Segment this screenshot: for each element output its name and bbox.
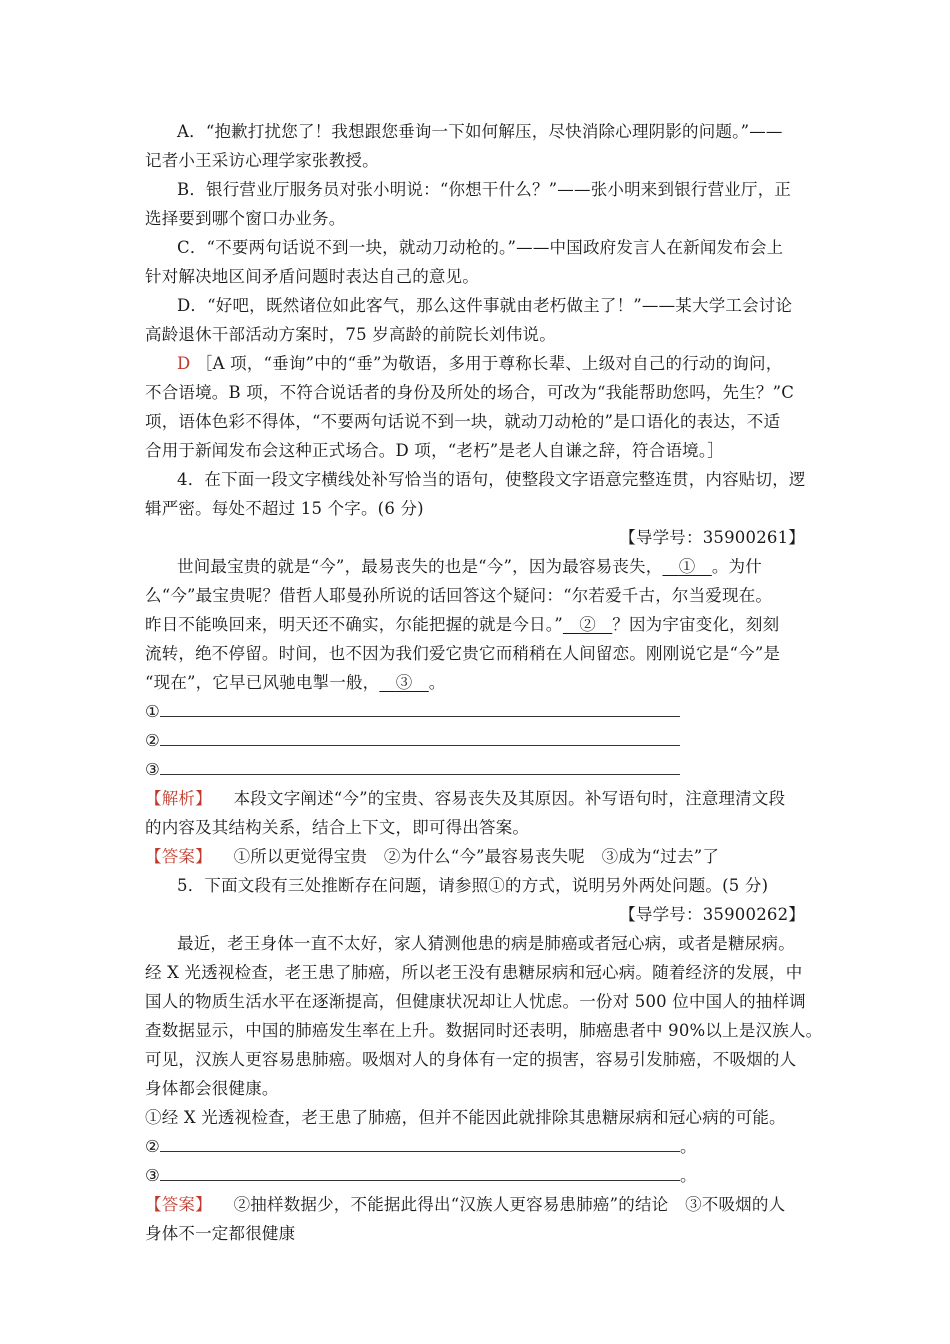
option-a-line2: 记者小王采访心理学家张教授。 <box>145 151 379 170</box>
q4-answer-line-1 <box>145 702 680 722</box>
q3-explanation-text: ［A 项，“垂询”中的“垂”为敬语，多用于尊称长辈、上级对自己的行动的询问， <box>195 354 783 373</box>
q4-answer-line-2 <box>145 731 680 751</box>
q3-explanation-line4: 合用于新闻发布会这种正式场合。D 项，“老朽”是老人自谦之辞，符合语境。］ <box>145 441 724 460</box>
q3-answer-letter: D <box>177 354 191 373</box>
q4-passage-text: 。为什 <box>711 557 762 576</box>
analysis-tag: 【解析】 <box>145 789 212 808</box>
q5-example-line: ①经 X 光透视检查，老王患了肺癌，但并不能因此就排除其患糖尿病和冠心病的可能。 <box>145 1108 786 1127</box>
q4-analysis-line2: 的内容及其结构关系，结合上下文，即可得出答案。 <box>145 818 530 837</box>
answer-blank[interactable] <box>160 1137 680 1152</box>
answer-text: ①所以更觉得宝贵 ②为什么“今”最容易丧失呢 ③成为“过去”了 <box>233 847 720 866</box>
q4-answer-line <box>145 847 719 867</box>
q3-explanation-line1 <box>177 354 782 374</box>
q4-passage-line1 <box>177 557 762 577</box>
answer-blank[interactable] <box>160 731 680 746</box>
q4-passage-text: “现在”，它早已风驰电掣一般， <box>145 673 380 692</box>
q4-passage-text: ？因为宇宙变化，刻刻 <box>612 615 780 634</box>
q5-answer-line-2 <box>145 1137 697 1157</box>
blank-number: ① <box>145 702 160 721</box>
option-c-line2: 针对解决地区间矛盾问题时表达自己的意见。 <box>145 267 479 286</box>
q5-passage-line5: 可见，汉族人更容易患肺癌。吸烟对人的身体有一定的损害，容易引发肺癌，不吸烟的人 <box>145 1050 797 1069</box>
q3-explanation-line2: 不合语境。B 项，不符合说话者的身份及所处的场合，可改为“我能帮助您吗，先生？”C <box>145 383 795 402</box>
q5-passage-line6: 身体都会很健康。 <box>145 1079 279 1098</box>
option-d-line2: 高龄退休干部活动方案时，75 岁高龄的前院长刘伟说。 <box>145 325 556 344</box>
q4-passage-line5 <box>145 673 445 693</box>
q4-title-line1: 4．在下面一段文字横线处补写恰当的语句，使整段文字语意完整连贯，内容贴切，逻 <box>177 470 806 489</box>
blank-number: ③ <box>145 1166 160 1185</box>
q5-answer-line1 <box>145 1195 785 1215</box>
q4-guide-number: 【导学号：35900261】 <box>619 528 805 547</box>
option-c-line1: C．“不要两句话说不到一块，就动刀动枪的。”——中国政府发言人在新闻发布会上 <box>177 238 784 257</box>
q5-title: 5．下面文段有三处推断存在问题，请参照①的方式，说明另外两处问题。(5 分) <box>177 876 769 895</box>
answer-blank[interactable] <box>160 702 680 717</box>
analysis-text: 本段文字阐述“今”的宝贵、容易丧失及其原因。补写语句时，注意理清文段 <box>233 789 786 808</box>
q4-passage-line3 <box>145 615 779 635</box>
q5-passage-line3: 国人的物质生活水平在逐渐提高，但健康状况却让人忧虑。一份对 500 位中国人的抽样调 <box>145 992 806 1011</box>
q4-blank-marker-1: ① <box>678 557 696 576</box>
period: 。 <box>680 1137 697 1156</box>
q5-answer-line2: 身体不一定都很健康 <box>145 1224 296 1243</box>
q4-blank-marker-3: ③ <box>395 673 413 692</box>
answer-tag: 【答案】 <box>145 847 212 866</box>
blank-number: ② <box>145 1137 160 1156</box>
blank-number: ③ <box>145 760 160 779</box>
blank-number: ② <box>145 731 160 750</box>
q4-answer-line-3 <box>145 760 680 780</box>
q3-explanation-line3: 项，语体色彩不得体，“不要两句话说不到一块，就动刀动枪的”是口语化的表达，不适 <box>145 412 781 431</box>
answer-tag: 【答案】 <box>145 1195 212 1214</box>
q4-blank-marker-2: ② <box>579 615 596 634</box>
option-a-line1: A．“抱歉打扰您了！我想跟您垂询一下如何解压，尽快消除心理阴影的问题。”—— <box>177 122 783 141</box>
option-d-line1: D．“好吧，既然诸位如此客气，那么这件事就由老朽做主了！”——某大学工会讨论 <box>177 296 793 315</box>
option-b-line1: B．银行营业厅服务员对张小明说：“你想干什么？”——张小明来到银行营业厅，正 <box>177 180 792 199</box>
option-b-line2: 选择要到哪个窗口办业务。 <box>145 209 346 228</box>
q4-analysis-line1 <box>145 789 785 809</box>
answer-text: ②抽样数据少，不能据此得出“汉族人更容易患肺癌”的结论 ③不吸烟的人 <box>233 1195 786 1214</box>
q5-answer-line-3 <box>145 1166 697 1186</box>
q4-passage-line2: 么“今”最宝贵呢？借哲人耶曼孙所说的话回答这个疑问：“尔若爱千古，尔当爱现在。 <box>145 586 773 605</box>
q4-passage-line4: 流转，绝不停留。时间，也不因为我们爱它贵它而稍稍在人间留恋。刚刚说它是“今”是 <box>145 644 781 663</box>
answer-blank[interactable] <box>160 1166 680 1181</box>
period: 。 <box>680 1166 697 1185</box>
q4-passage-text: 世间最宝贵的就是“今”，最易丧失的也是“今”，因为最容易丧失， <box>177 557 663 576</box>
q5-passage-line2: 经 X 光透视检查，老王患了肺癌，所以老王没有患糖尿病和冠心病。随着经济的发展，中 <box>145 963 803 982</box>
q4-passage-text: 昨日不能唤回来，明天还不确实，尔能把握的就是今日。” <box>145 615 563 634</box>
q5-passage-line4: 查数据显示，中国的肺癌发生率在上升。数据同时还表明，肺癌患者中 90%以上是汉族人。 <box>145 1021 823 1040</box>
q5-guide-number: 【导学号：35900262】 <box>619 905 805 924</box>
q5-passage-line1: 最近，老王身体一直不太好，家人猜测他患的病是肺癌或者冠心病，或者是糖尿病。 <box>177 934 795 953</box>
q4-passage-text: 。 <box>428 673 446 692</box>
q4-title-line2: 辑严密。每处不超过 15 个字。(6 分) <box>145 499 424 518</box>
answer-blank[interactable] <box>160 760 680 775</box>
